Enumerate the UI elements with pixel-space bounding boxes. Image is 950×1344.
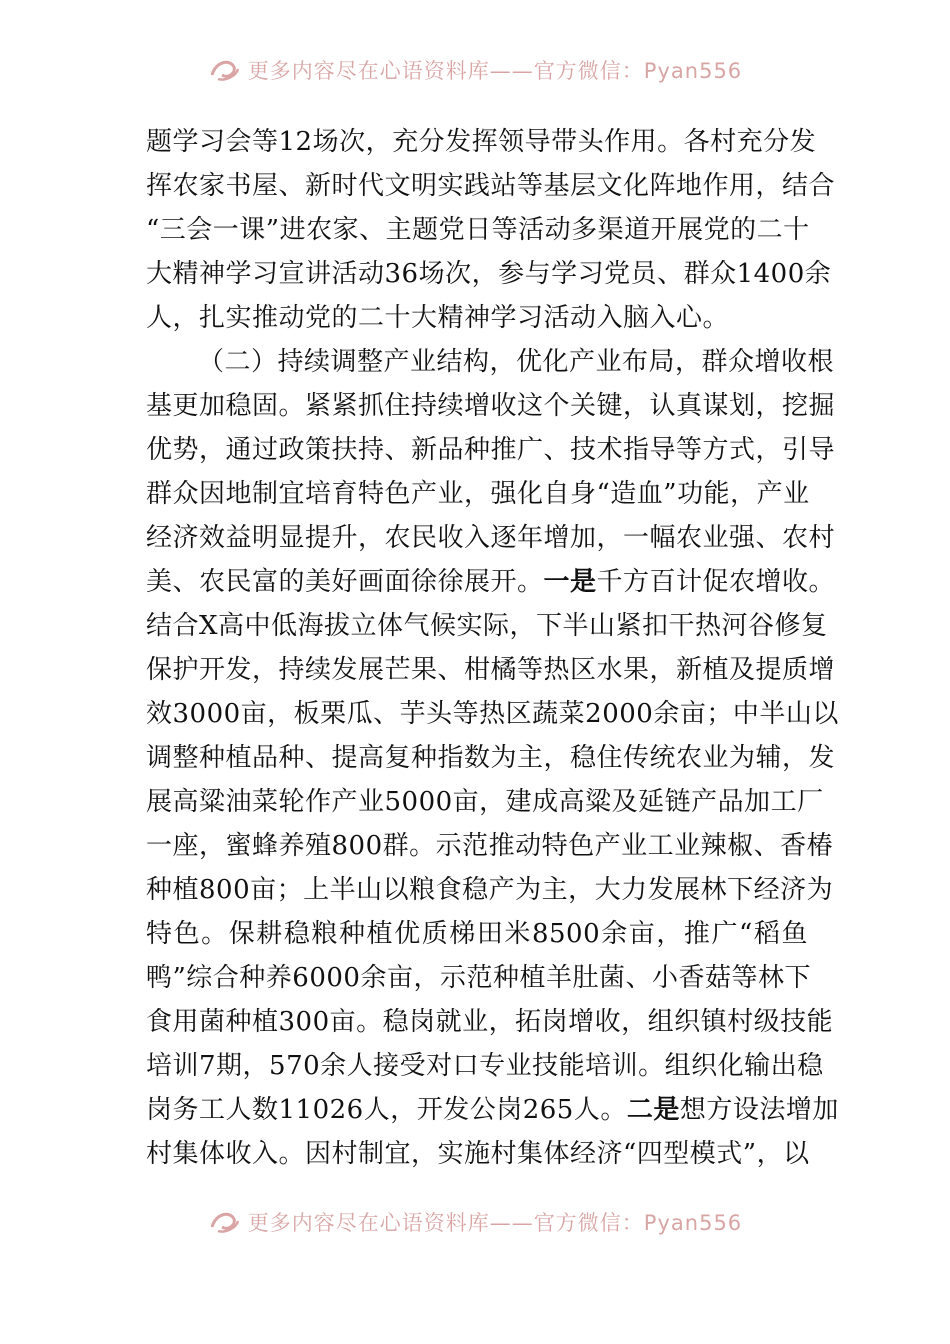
watermark-text: 更多内容尽在心语资料库——官方微信：Pyan556 — [247, 59, 743, 83]
text-line: “三会一课”进农家、主题党日等活动多渠道开展党的二十 — [146, 215, 810, 245]
text-line: 食用菌种植300亩。稳岗就业，拓岗增收，组织镇村级技能 — [146, 1007, 834, 1037]
text-line: 村集体收入。因村制宜，实施村集体经济“四型模式”，以 — [146, 1139, 810, 1169]
text-line — [146, 560, 836, 604]
text-line: 保护开发，持续发展芒果、柑橘等热区水果，新植及提质增 — [146, 655, 836, 685]
bold-marker: 二是 — [626, 1095, 680, 1125]
text-segment: 岗务工人数11026人，开发公岗265人。 — [146, 1095, 627, 1125]
swirl-logo-icon — [208, 57, 242, 83]
text-line: 优势，通过政策扶持、新品种推广、技术指导等方式，引导 — [146, 435, 836, 465]
text-line: 题学习会等12场次，充分发挥领导带头作用。各村充分发 — [146, 127, 817, 157]
text-line: 挥农家书屋、新时代文明实践站等基层文化阵地作用，结合 — [146, 171, 836, 201]
footer-watermark — [0, 1202, 950, 1242]
text-line: 培训7期，570余人接受对口专业技能培训。组织化输出稳 — [146, 1051, 824, 1081]
text-line: 鸭”综合种养6000余亩，示范种植羊肚菌、小香菇等林下 — [146, 963, 811, 993]
text-line: 调整种植品种、提高复种指数为主，稳住传统农业为辅，发 — [146, 743, 836, 773]
text-line: 经济效益明显提升，农民收入逐年增加，一幅农业强、农村 — [146, 523, 836, 553]
section-heading-line: （二）持续调整产业结构，优化产业布局，群众增收根 — [198, 347, 835, 377]
header-watermark — [0, 50, 950, 90]
text-line: 种植800亩；上半山以粮食稳产为主，大力发展林下经济为 — [146, 875, 834, 905]
text-line: 基更加稳固。紧紧抓住持续增收这个关键，认真谋划，挖掘 — [146, 391, 836, 421]
text-segment: 想方设法增加 — [679, 1095, 839, 1125]
document-body — [146, 120, 839, 1176]
text-line: 群众因地制宜培育特色产业，强化自身“造血”功能，产业 — [146, 479, 810, 509]
text-line: 一座，蜜蜂养殖800群。示范推动特色产业工业辣椒、香椿 — [146, 831, 834, 861]
text-segment: 千方百计促农增收。 — [596, 567, 836, 597]
text-line: 人，扎实推动党的二十大精神学习活动入脑入心。 — [146, 303, 730, 333]
text-line: 特色。保耕稳粮种植优质梯田米8500余亩，推广“稻鱼 — [146, 919, 808, 949]
text-line: 结合X高中低海拔立体气候实际，下半山紧扣干热河谷修复 — [146, 611, 828, 641]
text-line: 大精神学习宣讲活动36场次，参与学习党员、群众1400余 — [146, 259, 832, 289]
bold-marker: 一是 — [543, 567, 597, 597]
text-line: 效3000亩，板栗瓜、芋头等热区蔬菜2000余亩；中半山以 — [146, 699, 839, 729]
text-segment: 美、农民富的美好画面徐徐展开。 — [146, 567, 544, 597]
swirl-logo-icon — [208, 1209, 242, 1235]
text-line: 展高粱油菜轮作产业5000亩，建成高粱及延链产品加工厂 — [146, 787, 824, 817]
text-line — [146, 1088, 839, 1132]
watermark-text: 更多内容尽在心语资料库——官方微信：Pyan556 — [247, 1211, 743, 1235]
